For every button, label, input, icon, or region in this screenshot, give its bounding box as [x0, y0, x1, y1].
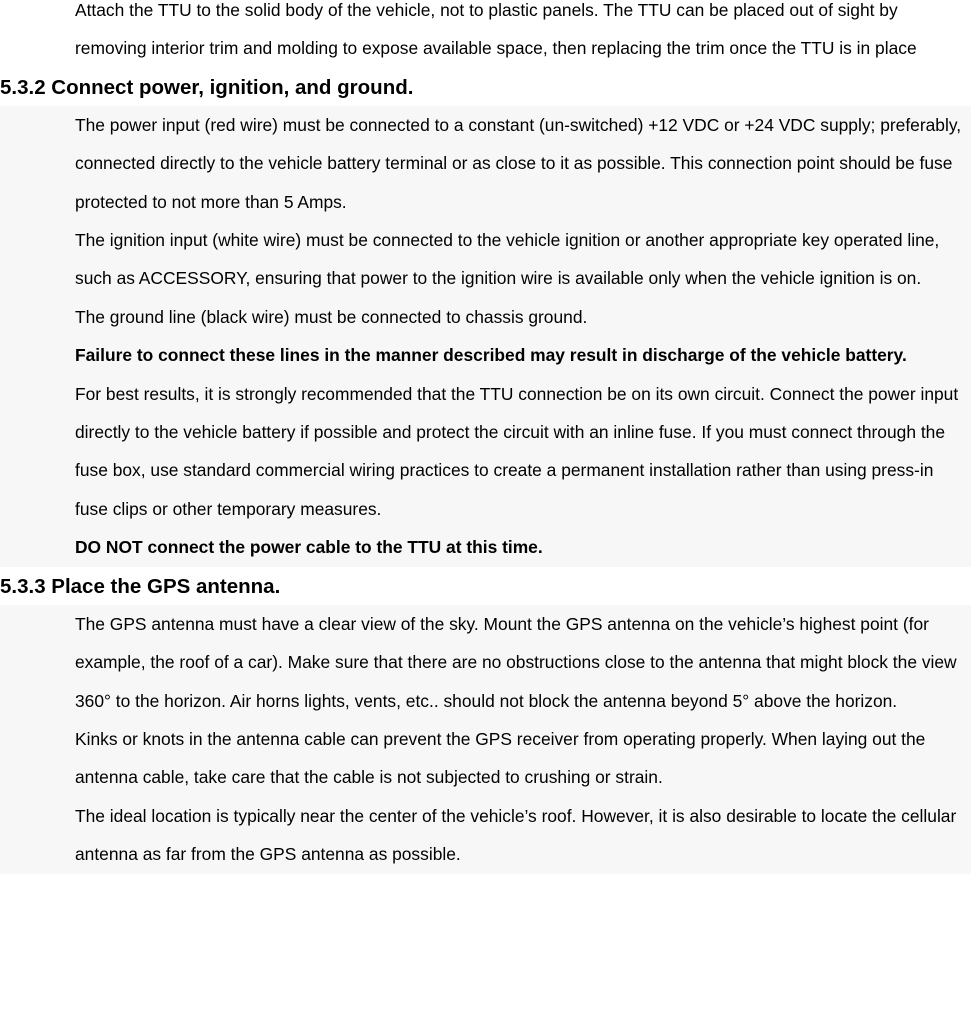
- section-body-5-3-2: [0, 106, 971, 567]
- ignition-input-paragraph: The ignition input (white wire) must be connected to the vehicle ignition or another appropriate key operated line, such as ACCESSORY, ensuring that power to the ignition wire is available only when the vehicle ignition is on.: [75, 230, 940, 289]
- section-heading-5-3-2: 5.3.2 Connect power, ignition, and ground.: [0, 75, 414, 99]
- intro-paragraph: Attach the TTU to the solid body of the vehicle, not to plastic panels. The TTU can be placed out of sight by removing interior trim and molding to expose available space, then replacing the trim once the TTU is in place: [75, 0, 917, 59]
- ideal-location-paragraph: The ideal location is typically near the center of the vehicle’s roof. However, it is also desirable to locate the cellular antenna as far from the GPS antenna as possible.: [75, 805, 957, 865]
- best-results-paragraph: For best results, it is strongly recommended that the TTU connection be on its own circuit. Connect the power input directly to the vehicle battery if possible and protect the circuit with an inline fuse. If you must connect through the fuse box, use standard commercial wiring practices to create a permanent installation rather than using press-in fuse clips or other temporary measures.: [75, 383, 959, 519]
- power-input-paragraph: The power input (red wire) must be connected to a constant (un-switched) +12 VDC or +24 VDC supply; preferably, connected directly to the vehicle battery terminal or as close to it as possible. This connection point should be fuse protected to not more than 5 Amps.: [75, 114, 962, 212]
- section-body-5-3-3: [0, 605, 971, 874]
- gps-clear-view-paragraph: The GPS antenna must have a clear view of the sky. Mount the GPS antenna on the vehicle’s highest point (for example, the roof of a car). Make sure that there are no obstructions close to the antenna that might block the view 360° to the horizon. Air horns lights, vents, etc.. should not block the antenna beyond 5° above the horizon.: [75, 613, 957, 711]
- antenna-cable-paragraph: Kinks or knots in the antenna cable can prevent the GPS receiver from operating properly. When laying out the antenna cable, take care that the cable is not subjected to crushing or strain.: [75, 728, 926, 788]
- ground-line-paragraph: The ground line (black wire) must be connected to chassis ground.: [75, 306, 588, 327]
- do-not-connect-warning: DO NOT connect the power cable to the TTU at this time.: [75, 537, 543, 558]
- failure-warning: Failure to connect these lines in the manner described may result in discharge of the vehicle battery.: [75, 345, 907, 366]
- section-heading-5-3-3: 5.3.3 Place the GPS antenna.: [0, 574, 281, 598]
